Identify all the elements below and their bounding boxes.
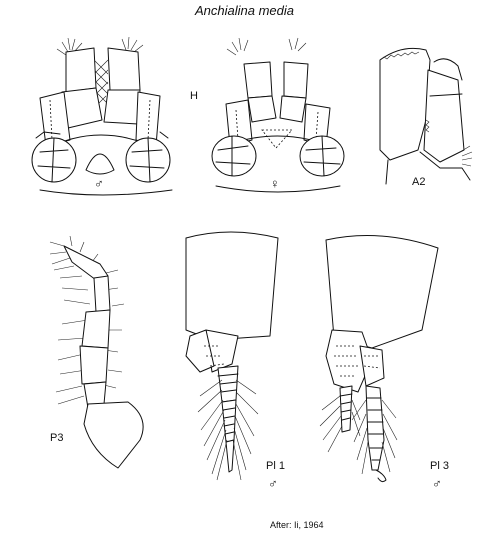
female-symbol: ♀ xyxy=(270,176,280,191)
antenna-2-illustration xyxy=(380,48,472,184)
male-symbol: ♂ xyxy=(94,176,104,191)
female-head-illustration xyxy=(212,38,344,192)
pleopod-1-label: Pl 1 xyxy=(266,460,285,472)
pleopod-3-male-symbol: ♂ xyxy=(432,476,442,491)
male-head-illustration xyxy=(32,37,172,195)
pleopod-1-male-symbol: ♂ xyxy=(268,476,278,491)
pereopod-panel-label: P3 xyxy=(50,432,64,444)
pleopod-1-illustration xyxy=(186,232,278,480)
pleopod-3-label: Pl 3 xyxy=(430,460,449,472)
antenna-panel-label: A2 xyxy=(412,176,426,188)
figure-title: Anchialina media xyxy=(194,3,294,18)
head-panel-label: H xyxy=(190,90,198,102)
pereopod-3-illustration xyxy=(50,236,143,468)
pleopod-3-illustration xyxy=(320,236,438,482)
figure-credit: After: Ii, 1964 xyxy=(270,520,324,530)
